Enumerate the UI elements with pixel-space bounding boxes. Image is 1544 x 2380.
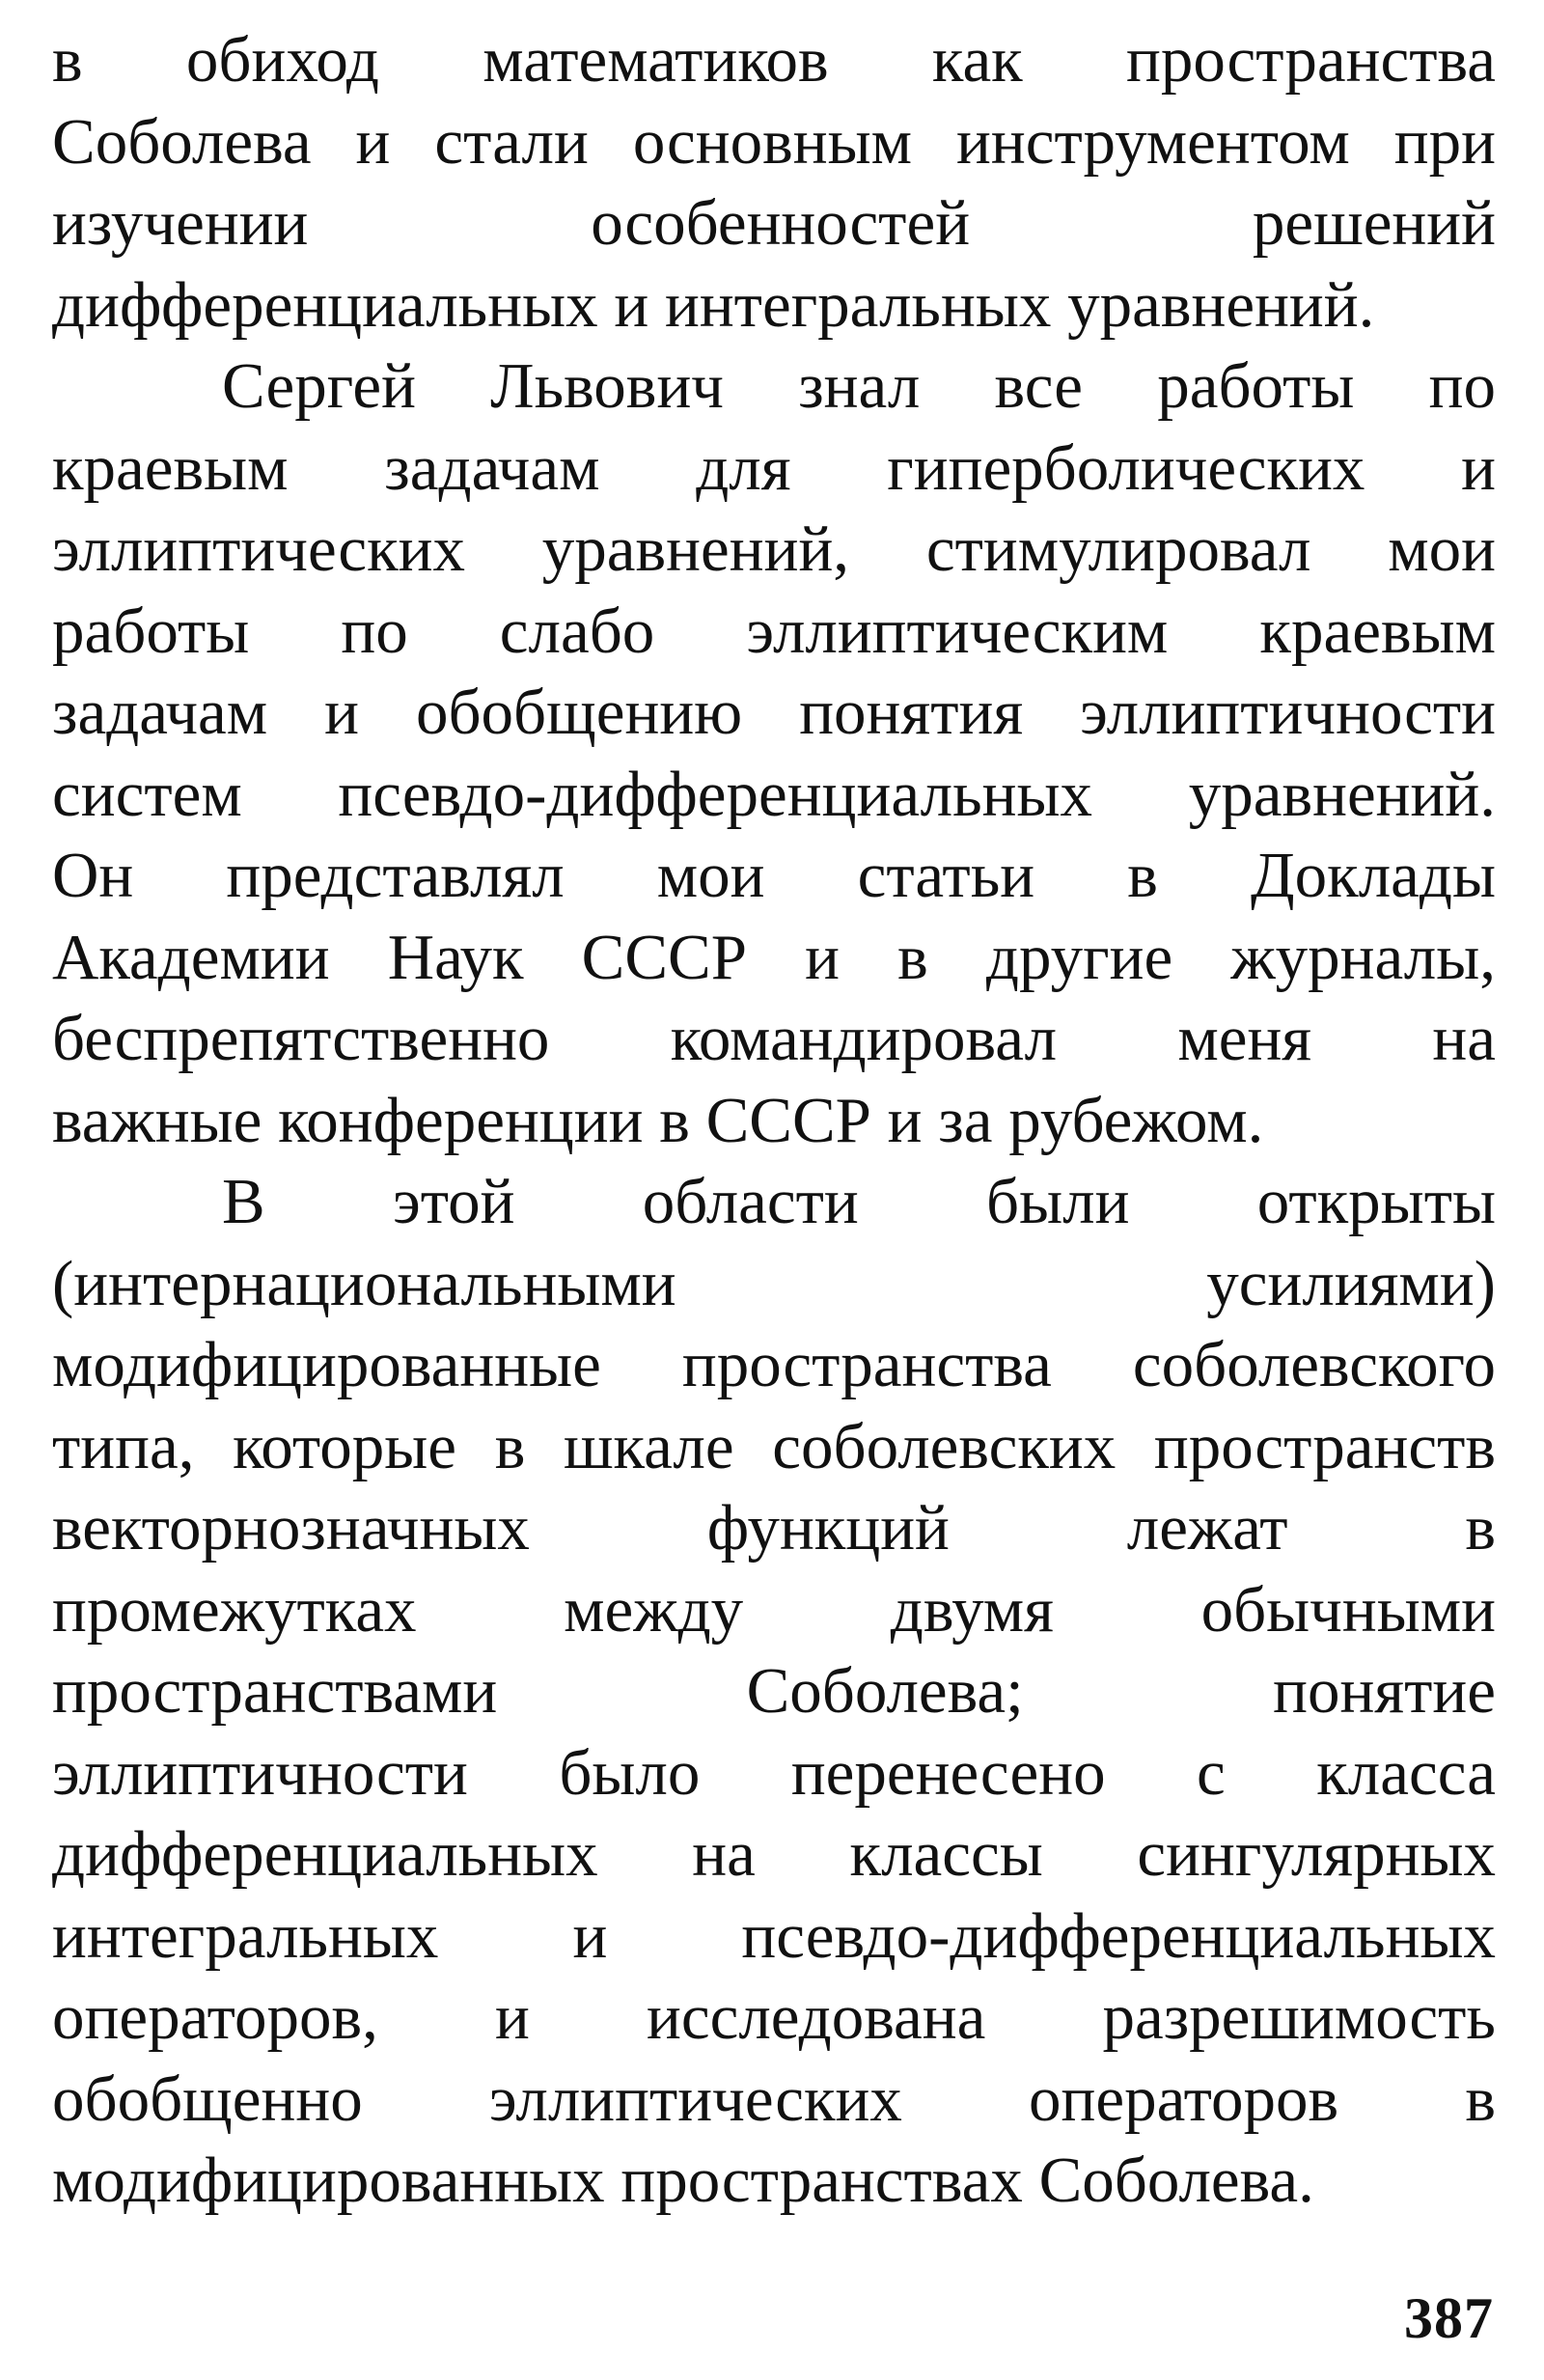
text-line: Сергей Львович знал все работы по (222, 350, 1496, 422)
text-line: Соболева и стали основным инструментом при (52, 105, 1496, 178)
paragraph-2 (52, 346, 1496, 1161)
paragraph-1 (52, 19, 1496, 346)
text-line: эллиптических уравнений, стимулировал мои (52, 513, 1496, 585)
text-line: краевым задачам для гиперболических и (52, 431, 1496, 504)
text-line: Академии Наук СССР и в другие журналы, (52, 921, 1496, 993)
text-line: интегральных и псевдо-дифференциальных (52, 1899, 1496, 1972)
text-line: модифицированных пространствах Соболева. (52, 2145, 1314, 2216)
text-line: изучении особенностей решений (52, 187, 1496, 259)
text-line: в обиход математиков как пространства (52, 24, 1496, 96)
page-number: 387 (1404, 2286, 1494, 2350)
text-line: типа, которые в шкале соболевских пространств (52, 1410, 1496, 1482)
text-line: векторнозначных функций лежат в (52, 1492, 1496, 1564)
paragraph-3 (52, 1161, 1496, 2222)
text-line: систем псевдо-дифференциальных уравнений. (52, 758, 1496, 830)
text-line: дифференциальных на классы сингулярных (52, 1818, 1496, 1890)
text-line: В этой области были открыты (222, 1166, 1496, 1237)
text-line: модифицированные пространства соболевского (52, 1329, 1496, 1400)
text-line: Он представлял мои статьи в Доклады (52, 840, 1496, 911)
text-line: беспрепятственно командировал меня на (52, 1003, 1496, 1074)
text-line: эллиптичности было перенесено с класса (52, 1736, 1496, 1809)
text-line: обобщенно эллиптических операторов в (52, 2062, 1496, 2135)
text-line: (интернациональными усилиями) (52, 1247, 1496, 1319)
text-line: задачам и обобщению понятия эллиптичности (52, 677, 1496, 748)
page-body (52, 19, 1496, 2222)
text-line: пространствами Соболева; понятие (52, 1655, 1496, 1727)
text-line: промежутках между двумя обычными (52, 1573, 1496, 1646)
text-line: важные конференции в СССР и за рубежом. (52, 1084, 1264, 1156)
text-line: операторов, и исследована разрешимость (52, 1981, 1496, 2053)
text-line: дифференциальных и интегральных уравнений. (52, 268, 1375, 341)
text-line: работы по слабо эллиптическим краевым (52, 595, 1496, 667)
